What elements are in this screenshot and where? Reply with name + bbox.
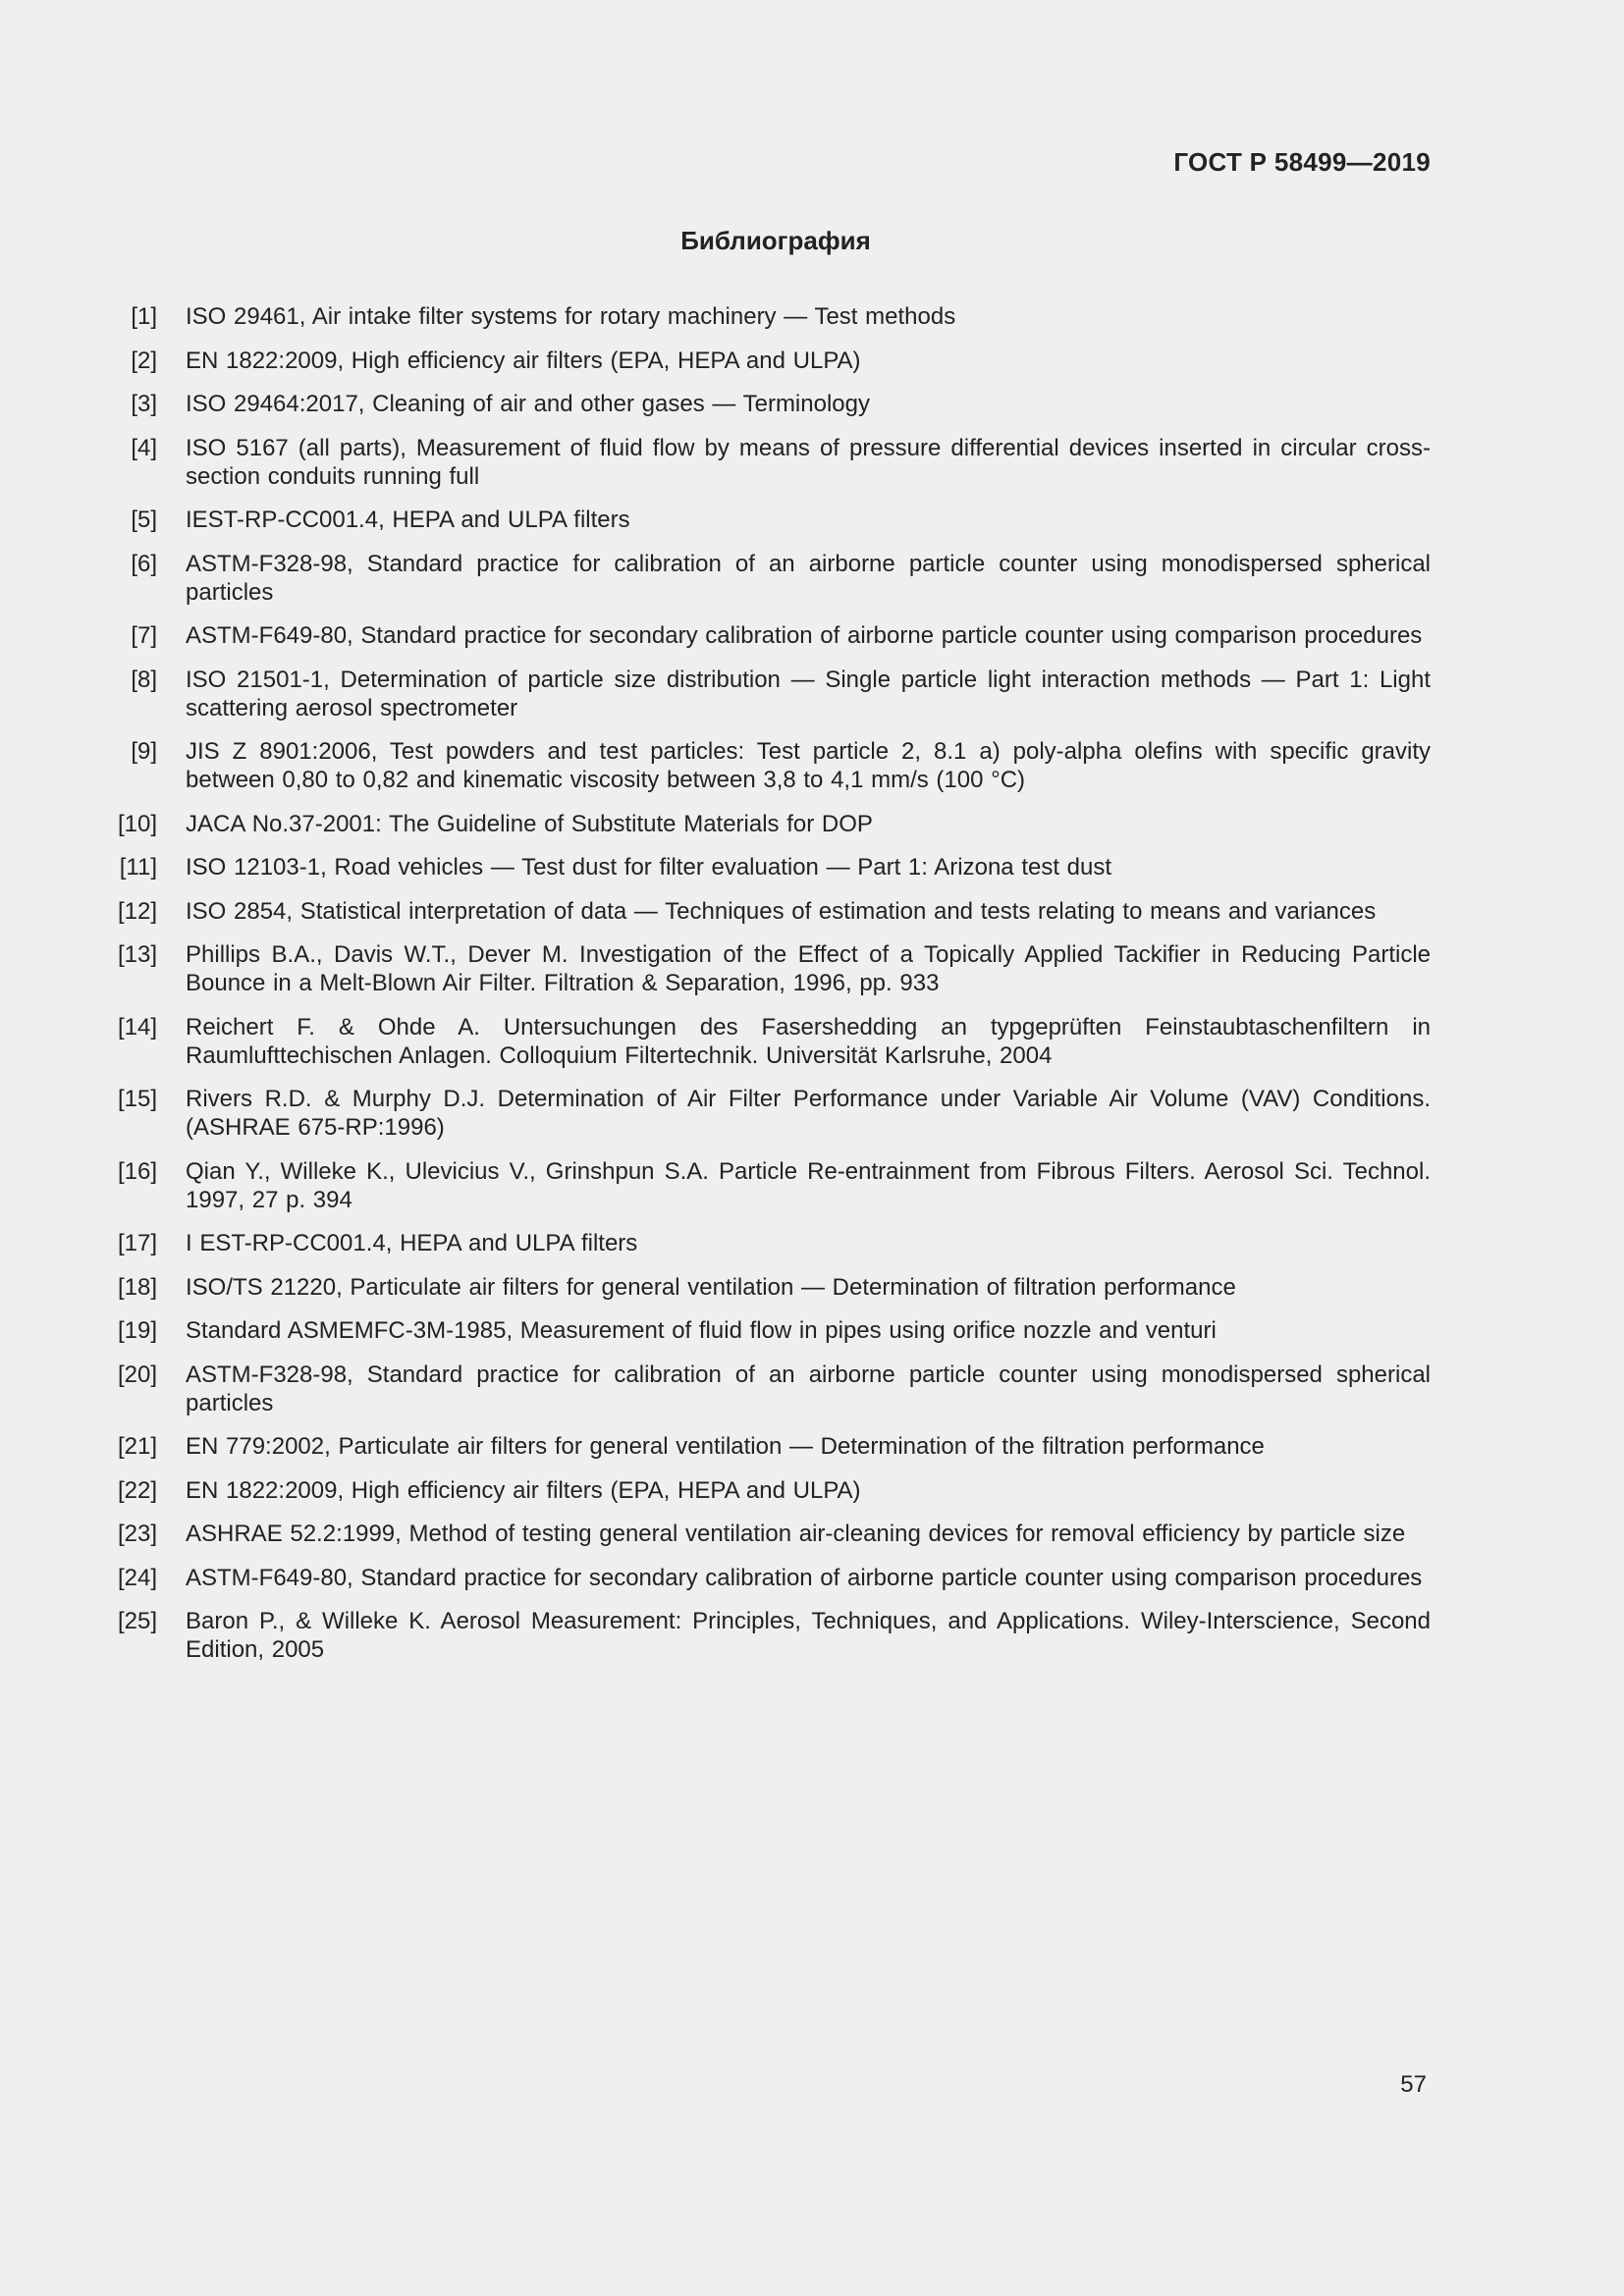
bibliography-entry	[98, 1157, 1431, 1214]
entry-number: [6]	[131, 550, 157, 577]
entry-text: ISO/TS 21220, Particulate air filters for general ventilation — Determination of filtration performance	[186, 1273, 1236, 1301]
page-number: 57	[1400, 2071, 1427, 2098]
bibliography-entry	[98, 1432, 1431, 1461]
bibliography-entry	[98, 390, 1431, 418]
bibliography-entry	[98, 550, 1431, 607]
document-standard-code: ГОСТ Р 58499—2019	[1173, 147, 1431, 177]
entry-text: ISO 29464:2017, Cleaning of air and other gases — Terminology	[186, 391, 870, 417]
bibliography-entry	[98, 1361, 1431, 1417]
bibliography-entry	[98, 1520, 1431, 1548]
bibliography-entry	[98, 666, 1431, 722]
entry-number: [24]	[117, 1564, 157, 1591]
entry-number: [7]	[131, 622, 157, 649]
bibliography-entry	[98, 853, 1431, 881]
entry-number: [16]	[117, 1157, 157, 1185]
entry-text: Rivers R.D. & Murphy D.J. Determination of Air Filter Performance under Variable Air Volume (VAV) Conditions. (ASHRAE 675-RP:1996)	[186, 1086, 1431, 1141]
bibliography-entry	[98, 1229, 1431, 1257]
entry-number: [11]	[119, 854, 157, 881]
bibliography-entry	[98, 897, 1431, 926]
entry-text: I EST-RP-CC001.4, HEPA and ULPA filters	[186, 1230, 638, 1256]
entry-number: [14]	[117, 1013, 157, 1041]
entry-number: [2]	[131, 347, 157, 374]
entry-number: [19]	[117, 1317, 157, 1344]
entry-text: ASTM-F328-98, Standard practice for calibration of an airborne particle counter using monodispersed spherical particles	[186, 550, 1431, 606]
entry-number: [5]	[131, 507, 157, 533]
bibliography-entry	[98, 1564, 1431, 1592]
bibliography-entry	[98, 434, 1431, 491]
bibliography-entry	[98, 1013, 1431, 1070]
entry-number: [15]	[117, 1086, 157, 1112]
entry-text: ISO 29461, Air intake filter systems for rotary machinery — Test methods	[186, 303, 956, 330]
bibliography-entry	[98, 1316, 1431, 1345]
entry-text: JACA No.37-2001: The Guideline of Substitute Materials for DOP	[186, 810, 873, 837]
entry-text: ASTM-F649-80, Standard practice for secondary calibration of airborne particle counter using comparison procedures	[186, 622, 1423, 649]
bibliography-entry	[98, 737, 1431, 794]
entry-text: ASHRAE 52.2:1999, Method of testing general ventilation air-cleaning devices for removal efficiency by particle size	[186, 1521, 1406, 1547]
bibliography-entry	[98, 1085, 1431, 1142]
entry-number: [12]	[117, 897, 157, 925]
bibliography-entry	[98, 621, 1431, 650]
entry-text: ISO 5167 (all parts), Measurement of fluid flow by means of pressure differential devices inserted in circular cross-section conduits running full	[186, 434, 1431, 490]
bibliography-entry	[98, 302, 1431, 331]
entry-number: [8]	[131, 666, 157, 693]
entry-number: [17]	[117, 1230, 157, 1256]
entry-text: ASTM-F649-80, Standard practice for secondary calibration of airborne particle counter using comparison procedures	[186, 1564, 1423, 1591]
bibliography-list	[98, 302, 1431, 1680]
entry-number: [20]	[117, 1361, 157, 1388]
bibliography-entry	[98, 506, 1431, 534]
entry-text: Baron P., & Willeke K. Aerosol Measurement: Principles, Techniques, and Applications. Wiley-Interscience, Second Edition, 2005	[186, 1608, 1431, 1663]
entry-text: ISO 12103-1, Road vehicles — Test dust for filter evaluation — Part 1: Arizona test dust	[186, 854, 1112, 881]
bibliography-entry	[98, 940, 1431, 997]
entry-text: Phillips B.A., Davis W.T., Dever M. Investigation of the Effect of a Topically Applied Tackifier in Reducing Particle Bounce in a Melt-Blown Air Filter. Filtration & Separation, 1996, pp. 933	[186, 941, 1431, 996]
entry-text: ISO 21501-1, Determination of particle size distribution — Single particle light interaction methods — Part 1: Light scattering aerosol spectrometer	[186, 666, 1431, 721]
entry-number: [9]	[131, 738, 157, 765]
entry-number: [21]	[117, 1433, 157, 1460]
bibliography-entry	[98, 347, 1431, 375]
entry-text: Qian Y., Willeke K., Ulevicius V., Grinshpun S.A. Particle Re-entrainment from Fibrous Filters. Aerosol Sci. Technol. 1997, 27 p. 394	[186, 1157, 1431, 1213]
entry-number: [4]	[131, 434, 157, 461]
entry-text: EN 1822:2009, High efficiency air filters (EPA, HEPA and ULPA)	[186, 347, 861, 374]
page-title: Библиография	[680, 226, 871, 255]
bibliography-entry	[98, 1273, 1431, 1302]
entry-text: ISO 2854, Statistical interpretation of data — Techniques of estimation and tests relating to means and variances	[186, 897, 1377, 925]
entry-number: [10]	[117, 810, 157, 837]
entry-number: [1]	[131, 303, 157, 330]
entry-text: IEST-RP-CC001.4, HEPA and ULPA filters	[186, 507, 630, 533]
entry-number: [22]	[117, 1476, 157, 1504]
entry-text: ASTM-F328-98, Standard practice for calibration of an airborne particle counter using monodispersed spherical particles	[186, 1361, 1431, 1416]
entry-number: [25]	[117, 1608, 157, 1634]
bibliography-entry	[98, 810, 1431, 838]
entry-number: [3]	[131, 391, 157, 417]
entry-text: EN 779:2002, Particulate air filters for general ventilation — Determination of the filtration performance	[186, 1433, 1265, 1460]
bibliography-entry	[98, 1476, 1431, 1505]
entry-text: EN 1822:2009, High efficiency air filters (EPA, HEPA and ULPA)	[186, 1476, 861, 1504]
entry-number: [13]	[117, 941, 157, 968]
entry-text: Reichert F. & Ohde A. Untersuchungen des Fasershedding an typgeprüften Feinstaubtaschenfiltern in Raumlufttechischen Anlagen. Colloquium Filtertechnik. Universität Karlsruhe, 2004	[186, 1013, 1431, 1069]
entry-number: [18]	[117, 1273, 157, 1301]
entry-number: [23]	[117, 1521, 157, 1547]
bibliography-entry	[98, 1607, 1431, 1664]
entry-text: JIS Z 8901:2006, Test powders and test particles: Test particle 2, 8.1 a) poly-alpha olefins with specific gravity between 0,80 to 0,82 and kinematic viscosity between 3,8 to 4,1 mm/s (100 °C)	[186, 738, 1431, 793]
entry-text: Standard ASMEMFC-3M-1985, Measurement of fluid flow in pipes using orifice nozzle and venturi	[186, 1317, 1217, 1344]
